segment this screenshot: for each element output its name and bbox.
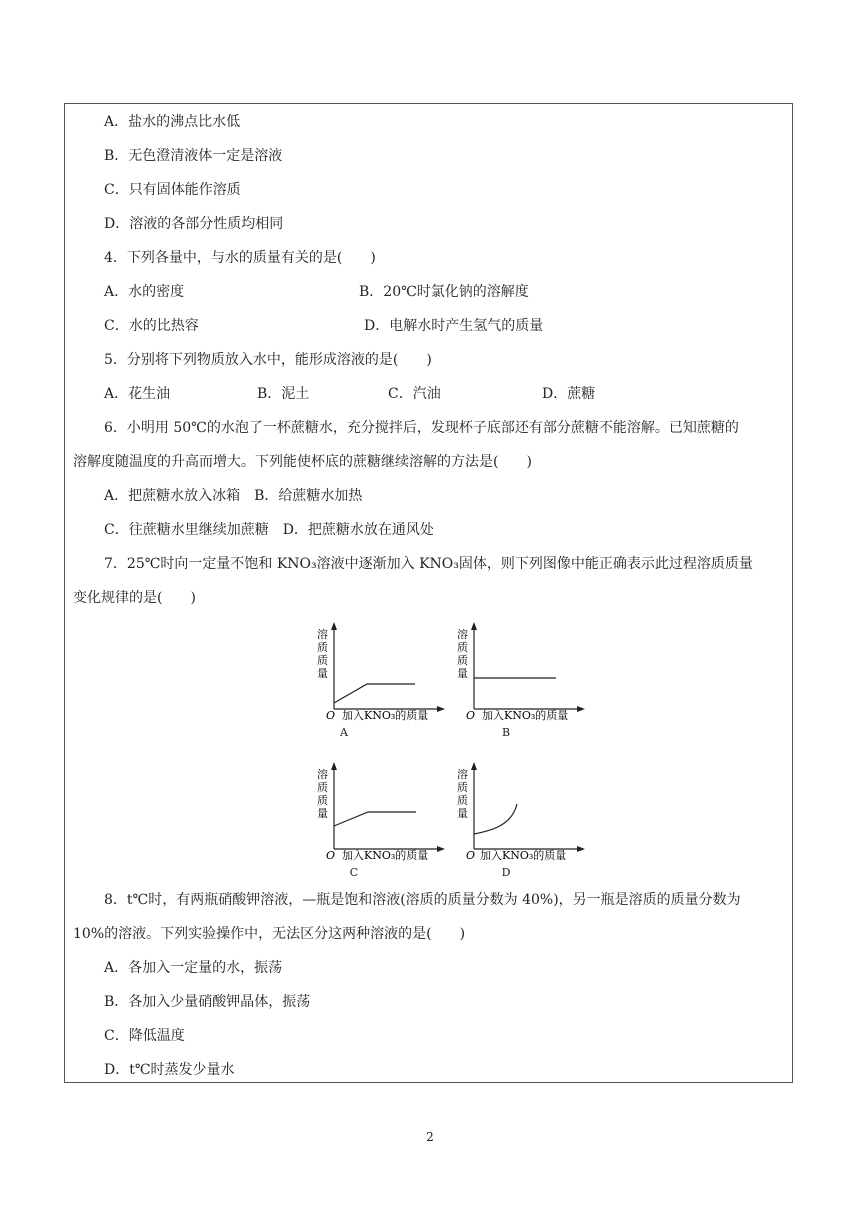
q3-option-d: D．溶液的各部分性质均相同 — [104, 216, 284, 232]
y-label-char: 质 — [317, 641, 328, 654]
q4-stem: 4．下列各量中，与水的质量有关的是( ) — [104, 250, 376, 266]
y-axis-arrow — [471, 762, 477, 770]
q6-options-ab: A．把蔗糖水放入冰箱 B．给蔗糖水加热 — [104, 488, 363, 504]
y-label-char: 溶 — [457, 768, 468, 781]
y-axis-arrow — [331, 762, 337, 770]
graph-c-label: C — [349, 866, 359, 879]
q3-option-b: B．无色澄清液体一定是溶液 — [104, 148, 283, 164]
graph-a — [310, 622, 445, 739]
x-axis-label: 加入KNO₃的质量 — [342, 849, 429, 862]
y-label-char: 质 — [317, 781, 328, 794]
graph-d-label: D — [501, 866, 511, 879]
y-label-char: 质 — [317, 654, 328, 667]
y-axis-arrow — [331, 622, 337, 630]
y-label-char: 质 — [457, 641, 468, 654]
q4-option-c: C．水的比热容 — [104, 318, 199, 334]
graph-d-svg — [450, 762, 585, 870]
x-axis-arrow — [577, 846, 585, 852]
q3-option-a: A．盐水的沸点比水低 — [104, 114, 241, 130]
y-label-char: 质 — [457, 794, 468, 807]
q7-stem-line1: 7．25℃时向一定量不饱和 KNO₃溶液中逐渐加入 KNO₃固体，则下列图像中能正确表示此过程溶质质量 — [104, 556, 753, 572]
y-label-char: 质 — [317, 794, 328, 807]
q6-options-cd: C．往蔗糖水里继续加蔗糖 D．把蔗糖水放在通风处 — [104, 522, 434, 538]
y-label-char: 溶 — [317, 768, 328, 781]
q4-option-b: B．20℃时氯化钠的溶解度 — [359, 284, 529, 300]
q4-option-d: D．电解水时产生氢气的质量 — [364, 318, 544, 334]
x-axis-arrow — [437, 706, 445, 712]
q6-stem-line1: 6．小明用 50℃的水泡了一杯蔗糖水，充分搅拌后，发现杯子底部还有部分蔗糖不能溶解。已知蔗糖的 — [104, 420, 739, 436]
origin-label: O — [326, 849, 336, 862]
y-label-char: 质 — [457, 654, 468, 667]
q8-option-b: B．各加入少量硝酸钾晶体，振荡 — [104, 994, 311, 1010]
y-label-char: 溶 — [457, 628, 468, 641]
curve-d — [474, 804, 517, 834]
graph-b-svg — [450, 622, 585, 730]
y-label-char: 量 — [457, 807, 468, 820]
origin-label: O — [466, 849, 476, 862]
y-label-char: 量 — [457, 667, 468, 680]
graph-c — [310, 762, 445, 879]
q5-option-a: A．花生油 — [104, 386, 171, 402]
x-axis-label: 加入KNO₃的质量 — [342, 709, 429, 722]
x-axis-label: 加入KNO₃的质量 — [480, 849, 567, 862]
origin-label: O — [326, 709, 336, 722]
graph-b — [450, 622, 585, 739]
q5-option-d: D．蔗糖 — [542, 386, 596, 402]
q5-stem: 5．分别将下列物质放入水中，能形成溶液的是( ) — [104, 352, 432, 368]
graph-c-svg — [310, 762, 445, 870]
graph-a-svg — [310, 622, 445, 730]
x-axis-arrow — [577, 706, 585, 712]
page-number: 2 — [426, 1130, 434, 1144]
graph-a-label: A — [340, 726, 348, 739]
graph-d — [450, 762, 585, 879]
y-label-char: 溶 — [317, 628, 328, 641]
y-axis-arrow — [471, 622, 477, 630]
q5-option-b: B．泥土 — [257, 386, 310, 402]
y-label-char: 质 — [457, 781, 468, 794]
graph-b-label: B — [501, 726, 511, 739]
q6-stem-line2: 溶解度随温度的升高而增大。下列能使杯底的蔗糖继续溶解的方法是( ) — [73, 454, 532, 470]
q5-option-c: C．汽油 — [388, 386, 441, 402]
q7-stem-line2: 变化规律的是( ) — [73, 590, 196, 606]
q8-stem-line1: 8．t℃时，有两瓶硝酸钾溶液，—瓶是饱和溶液(溶质的质量分数为 40%)，另一瓶是溶质的质量分数为 — [104, 892, 741, 908]
y-label-char: 量 — [317, 807, 328, 820]
q3-option-c: C．只有固体能作溶质 — [104, 182, 241, 198]
origin-label: O — [466, 709, 476, 722]
q8-option-d: D．t℃时蒸发少量水 — [104, 1062, 235, 1078]
q8-option-c: C．降低温度 — [104, 1028, 185, 1044]
q8-stem-line2: 10%的溶液。下列实验操作中，无法区分这两种溶液的是( ) — [73, 926, 466, 942]
curve-a — [334, 684, 415, 703]
q8-option-a: A．各加入一定量的水，振荡 — [104, 960, 283, 976]
curve-c — [334, 812, 416, 826]
x-axis-label: 加入KNO₃的质量 — [482, 709, 569, 722]
q4-option-a: A．水的密度 — [104, 284, 185, 300]
x-axis-arrow — [437, 846, 445, 852]
y-label-char: 量 — [317, 667, 328, 680]
